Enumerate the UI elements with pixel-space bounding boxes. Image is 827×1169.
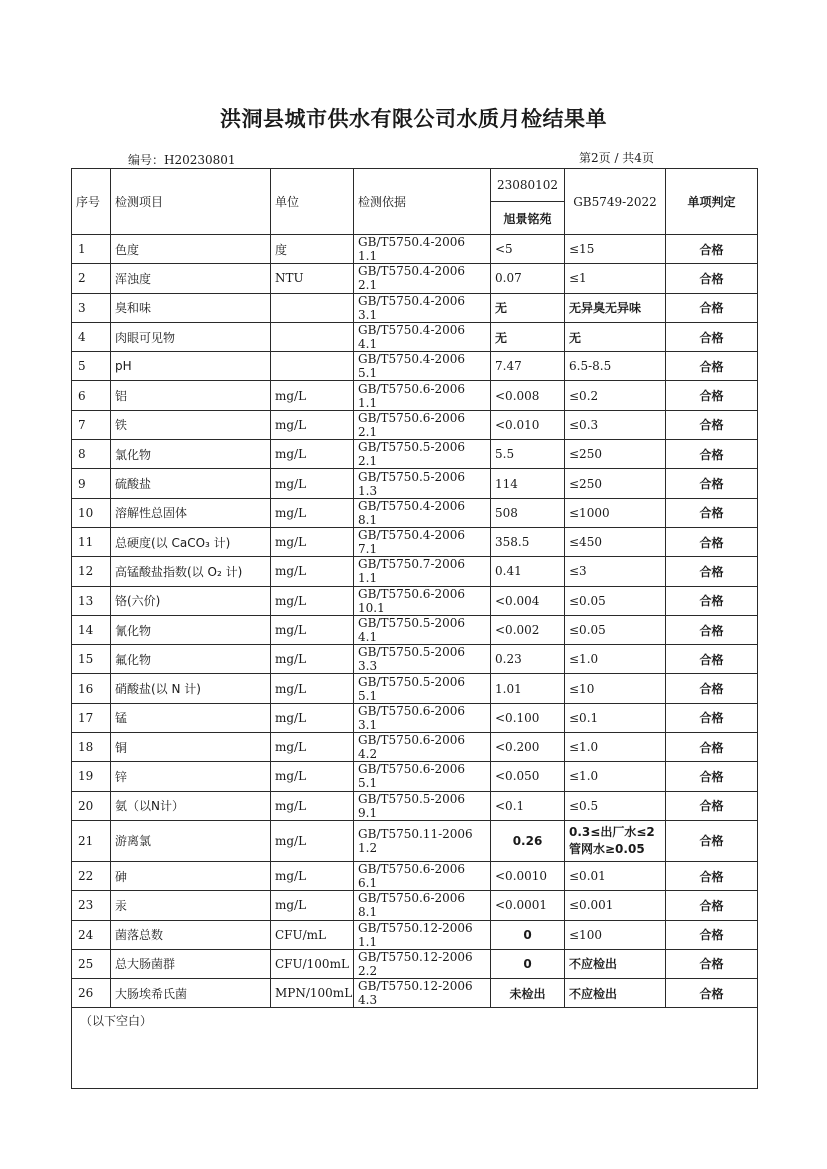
row-unit: 度 xyxy=(271,235,354,264)
results-body xyxy=(72,235,758,1089)
row-number: 7 xyxy=(72,410,111,439)
row-limit: ≤250 xyxy=(565,469,666,498)
row-unit: mg/L xyxy=(271,645,354,674)
row-basis: GB/T5750.5-2006 9.1 xyxy=(354,791,491,820)
row-judge: 合格 xyxy=(666,264,758,293)
row-number: 2 xyxy=(72,264,111,293)
row-number: 18 xyxy=(72,733,111,762)
row-unit xyxy=(271,322,354,351)
row-result: 未检出 xyxy=(491,979,565,1008)
row-unit: CFU/mL xyxy=(271,920,354,949)
row-basis: GB/T5750.6-2006 3.1 xyxy=(354,703,491,732)
row-unit: mg/L xyxy=(271,469,354,498)
table-row xyxy=(72,645,758,674)
row-item: 溶解性总固体 xyxy=(111,498,271,527)
row-limit: ≤1 xyxy=(565,264,666,293)
row-number: 9 xyxy=(72,469,111,498)
table-row xyxy=(72,920,758,949)
row-unit: mg/L xyxy=(271,791,354,820)
row-limit: ≤1.0 xyxy=(565,645,666,674)
row-unit: mg/L xyxy=(271,703,354,732)
row-judge: 合格 xyxy=(666,410,758,439)
row-basis: GB/T5750.6-2006 1.1 xyxy=(354,381,491,410)
row-number: 24 xyxy=(72,920,111,949)
row-limit: ≤1.0 xyxy=(565,762,666,791)
table-row xyxy=(72,891,758,920)
table-row xyxy=(72,322,758,351)
row-limit: ≤450 xyxy=(565,527,666,556)
row-result: <0.1 xyxy=(491,791,565,820)
row-item: 浑浊度 xyxy=(111,264,271,293)
row-unit: mg/L xyxy=(271,498,354,527)
row-result: <5 xyxy=(491,235,565,264)
row-number: 3 xyxy=(72,293,111,322)
row-limit: ≤100 xyxy=(565,920,666,949)
row-item: 氰化物 xyxy=(111,615,271,644)
row-item: 铝 xyxy=(111,381,271,410)
row-limit-line2: 管网水≥0.05 xyxy=(569,841,645,856)
row-number: 25 xyxy=(72,949,111,978)
row-item: 氯化物 xyxy=(111,440,271,469)
row-unit: mg/L xyxy=(271,615,354,644)
row-judge: 合格 xyxy=(666,820,758,861)
row-item: 大肠埃希氏菌 xyxy=(111,979,271,1008)
row-unit xyxy=(271,352,354,381)
table-row xyxy=(72,733,758,762)
row-result: 508 xyxy=(491,498,565,527)
row-result: <0.010 xyxy=(491,410,565,439)
row-unit: mg/L xyxy=(271,410,354,439)
row-basis: GB/T5750.6-2006 2.1 xyxy=(354,410,491,439)
row-number: 1 xyxy=(72,235,111,264)
row-unit: mg/L xyxy=(271,674,354,703)
row-number: 19 xyxy=(72,762,111,791)
row-number: 12 xyxy=(72,557,111,586)
table-row xyxy=(72,762,758,791)
row-result: <0.200 xyxy=(491,733,565,762)
row-basis: GB/T5750.4-2006 2.1 xyxy=(354,264,491,293)
row-judge: 合格 xyxy=(666,381,758,410)
row-limit: ≤1.0 xyxy=(565,733,666,762)
row-judge: 合格 xyxy=(666,674,758,703)
row-judge: 合格 xyxy=(666,645,758,674)
row-basis: GB/T5750.12-2006 4.3 xyxy=(354,979,491,1008)
row-item: 总大肠菌群 xyxy=(111,949,271,978)
row-limit: ≤1000 xyxy=(565,498,666,527)
header-unit: 单位 xyxy=(271,169,354,235)
row-basis: GB/T5750.4-2006 7.1 xyxy=(354,527,491,556)
row-result: <0.050 xyxy=(491,762,565,791)
table-row xyxy=(72,440,758,469)
row-judge: 合格 xyxy=(666,703,758,732)
table-row xyxy=(72,674,758,703)
row-number: 13 xyxy=(72,586,111,615)
row-limit: ≤0.05 xyxy=(565,615,666,644)
table-row xyxy=(72,791,758,820)
row-result: 5.5 xyxy=(491,440,565,469)
table-row xyxy=(72,527,758,556)
table-row xyxy=(72,381,758,410)
row-judge: 合格 xyxy=(666,920,758,949)
row-limit: 无 xyxy=(565,322,666,351)
row-result: <0.0001 xyxy=(491,891,565,920)
table-row xyxy=(72,469,758,498)
row-item: pH xyxy=(111,352,271,381)
report-title: 洪洞县城市供水有限公司水质月检结果单 xyxy=(220,107,607,131)
row-result: 7.47 xyxy=(491,352,565,381)
table-row xyxy=(72,949,758,978)
table-row xyxy=(72,615,758,644)
table-row xyxy=(72,410,758,439)
row-item: 硝酸盐(以 N 计) xyxy=(111,674,271,703)
header-item: 检测项目 xyxy=(111,169,271,235)
table-row xyxy=(72,979,758,1008)
row-item: 铬(六价) xyxy=(111,586,271,615)
row-result: 0.07 xyxy=(491,264,565,293)
row-item: 色度 xyxy=(111,235,271,264)
row-judge: 合格 xyxy=(666,235,758,264)
row-judge: 合格 xyxy=(666,352,758,381)
row-item: 汞 xyxy=(111,891,271,920)
row-item: 游离氯 xyxy=(111,820,271,861)
row-item: 氨（以N计） xyxy=(111,791,271,820)
row-item: 高锰酸盐指数(以 O₂ 计) xyxy=(111,557,271,586)
header-standard: GB5749-2022 xyxy=(565,169,666,235)
header-basis: 检测依据 xyxy=(354,169,491,235)
table-row xyxy=(72,264,758,293)
row-number: 23 xyxy=(72,891,111,920)
row-basis: GB/T5750.6-2006 6.1 xyxy=(354,861,491,890)
row-limit: ≤3 xyxy=(565,557,666,586)
row-item: 硫酸盐 xyxy=(111,469,271,498)
row-judge: 合格 xyxy=(666,615,758,644)
report-number: 编号：H20230801 xyxy=(128,153,236,167)
row-item: 铜 xyxy=(111,733,271,762)
row-basis: GB/T5750.7-2006 1.1 xyxy=(354,557,491,586)
row-item: 总硬度(以 CaCO₃ 计) xyxy=(111,527,271,556)
row-unit: mg/L xyxy=(271,861,354,890)
row-unit: mg/L xyxy=(271,891,354,920)
row-basis: GB/T5750.6-2006 4.2 xyxy=(354,733,491,762)
table-row xyxy=(72,557,758,586)
row-judge: 合格 xyxy=(666,979,758,1008)
footer-row xyxy=(72,1008,758,1089)
row-judge: 合格 xyxy=(666,586,758,615)
row-number: 21 xyxy=(72,820,111,861)
row-number: 22 xyxy=(72,861,111,890)
header-no: 序号 xyxy=(72,169,111,235)
table-row xyxy=(72,861,758,890)
page-indicator: 第2页 / 共4页 xyxy=(579,151,654,165)
row-number: 15 xyxy=(72,645,111,674)
row-limit: ≤0.001 xyxy=(565,891,666,920)
row-unit: CFU/100mL xyxy=(271,949,354,978)
header-sample-site: 旭景铭苑 xyxy=(491,202,565,235)
row-result: 114 xyxy=(491,469,565,498)
row-limit: ≤10 xyxy=(565,674,666,703)
table-row xyxy=(72,703,758,732)
row-unit: mg/L xyxy=(271,586,354,615)
row-basis: GB/T5750.12-2006 2.2 xyxy=(354,949,491,978)
row-judge: 合格 xyxy=(666,891,758,920)
row-limit: 无异臭无异味 xyxy=(565,293,666,322)
row-judge: 合格 xyxy=(666,293,758,322)
row-item: 臭和味 xyxy=(111,293,271,322)
row-result: 0.41 xyxy=(491,557,565,586)
row-unit: mg/L xyxy=(271,820,354,861)
row-unit: mg/L xyxy=(271,440,354,469)
row-result: 无 xyxy=(491,293,565,322)
row-result: 0 xyxy=(491,920,565,949)
table-row xyxy=(72,498,758,527)
row-basis: GB/T5750.6-2006 10.1 xyxy=(354,586,491,615)
row-number: 20 xyxy=(72,791,111,820)
row-result: 无 xyxy=(491,322,565,351)
table-row xyxy=(72,820,758,861)
row-unit: mg/L xyxy=(271,527,354,556)
row-basis: GB/T5750.4-2006 8.1 xyxy=(354,498,491,527)
row-result: <0.002 xyxy=(491,615,565,644)
row-basis: GB/T5750.11-2006 1.2 xyxy=(354,820,491,861)
row-limit: ≤15 xyxy=(565,235,666,264)
row-number: 8 xyxy=(72,440,111,469)
row-item: 锰 xyxy=(111,703,271,732)
row-judge: 合格 xyxy=(666,498,758,527)
row-basis: GB/T5750.4-2006 3.1 xyxy=(354,293,491,322)
row-judge: 合格 xyxy=(666,733,758,762)
row-number: 5 xyxy=(72,352,111,381)
row-unit xyxy=(271,293,354,322)
row-limit: ≤0.5 xyxy=(565,791,666,820)
row-limit: 6.5-8.5 xyxy=(565,352,666,381)
row-unit: mg/L xyxy=(271,762,354,791)
row-item: 铁 xyxy=(111,410,271,439)
row-result: <0.004 xyxy=(491,586,565,615)
row-judge: 合格 xyxy=(666,469,758,498)
row-unit: mg/L xyxy=(271,557,354,586)
row-number: 16 xyxy=(72,674,111,703)
row-unit: MPN/100mL xyxy=(271,979,354,1008)
row-unit: NTU xyxy=(271,264,354,293)
row-judge: 合格 xyxy=(666,440,758,469)
row-number: 6 xyxy=(72,381,111,410)
table-row xyxy=(72,352,758,381)
row-basis: GB/T5750.4-2006 4.1 xyxy=(354,322,491,351)
header-judge: 单项判定 xyxy=(666,169,758,235)
table-row xyxy=(72,293,758,322)
row-judge: 合格 xyxy=(666,322,758,351)
row-limit: ≤0.3 xyxy=(565,410,666,439)
row-number: 17 xyxy=(72,703,111,732)
row-result: 1.01 xyxy=(491,674,565,703)
row-limit: ≤0.2 xyxy=(565,381,666,410)
row-result: 0.23 xyxy=(491,645,565,674)
row-basis: GB/T5750.5-2006 3.3 xyxy=(354,645,491,674)
row-basis: GB/T5750.4-2006 5.1 xyxy=(354,352,491,381)
row-result: 0.26 xyxy=(491,820,565,861)
row-basis: GB/T5750.5-2006 1.3 xyxy=(354,469,491,498)
row-number: 14 xyxy=(72,615,111,644)
table-row xyxy=(72,235,758,264)
row-result: 358.5 xyxy=(491,527,565,556)
row-result: <0.008 xyxy=(491,381,565,410)
row-result: <0.0010 xyxy=(491,861,565,890)
row-number: 11 xyxy=(72,527,111,556)
row-item: 锌 xyxy=(111,762,271,791)
blank-note: （以下空白） xyxy=(72,1008,758,1089)
row-basis: GB/T5750.6-2006 8.1 xyxy=(354,891,491,920)
row-limit: 不应检出 xyxy=(565,949,666,978)
row-result: <0.100 xyxy=(491,703,565,732)
row-item: 砷 xyxy=(111,861,271,890)
row-item: 菌落总数 xyxy=(111,920,271,949)
row-number: 26 xyxy=(72,979,111,1008)
row-limit: ≤0.1 xyxy=(565,703,666,732)
row-basis: GB/T5750.6-2006 5.1 xyxy=(354,762,491,791)
row-basis: GB/T5750.5-2006 4.1 xyxy=(354,615,491,644)
table-row xyxy=(72,586,758,615)
row-number: 4 xyxy=(72,322,111,351)
row-judge: 合格 xyxy=(666,557,758,586)
header-sample-code: 23080102 xyxy=(491,169,565,202)
row-unit: mg/L xyxy=(271,733,354,762)
row-result: 0 xyxy=(491,949,565,978)
row-judge: 合格 xyxy=(666,861,758,890)
row-basis: GB/T5750.4-2006 1.1 xyxy=(354,235,491,264)
row-limit: 不应检出 xyxy=(565,979,666,1008)
row-judge: 合格 xyxy=(666,791,758,820)
row-number: 10 xyxy=(72,498,111,527)
results-table xyxy=(71,168,758,1089)
row-judge: 合格 xyxy=(666,762,758,791)
row-limit: ≤0.05 xyxy=(565,586,666,615)
row-item: 肉眼可见物 xyxy=(111,322,271,351)
row-unit: mg/L xyxy=(271,381,354,410)
row-judge: 合格 xyxy=(666,527,758,556)
row-limit: ≤250 xyxy=(565,440,666,469)
row-limit xyxy=(565,820,666,861)
row-basis: GB/T5750.12-2006 1.1 xyxy=(354,920,491,949)
row-limit-line1: 0.3≤出厂水≤2 xyxy=(569,824,655,839)
row-judge: 合格 xyxy=(666,949,758,978)
row-basis: GB/T5750.5-2006 2.1 xyxy=(354,440,491,469)
row-basis: GB/T5750.5-2006 5.1 xyxy=(354,674,491,703)
row-item: 氟化物 xyxy=(111,645,271,674)
row-limit: ≤0.01 xyxy=(565,861,666,890)
